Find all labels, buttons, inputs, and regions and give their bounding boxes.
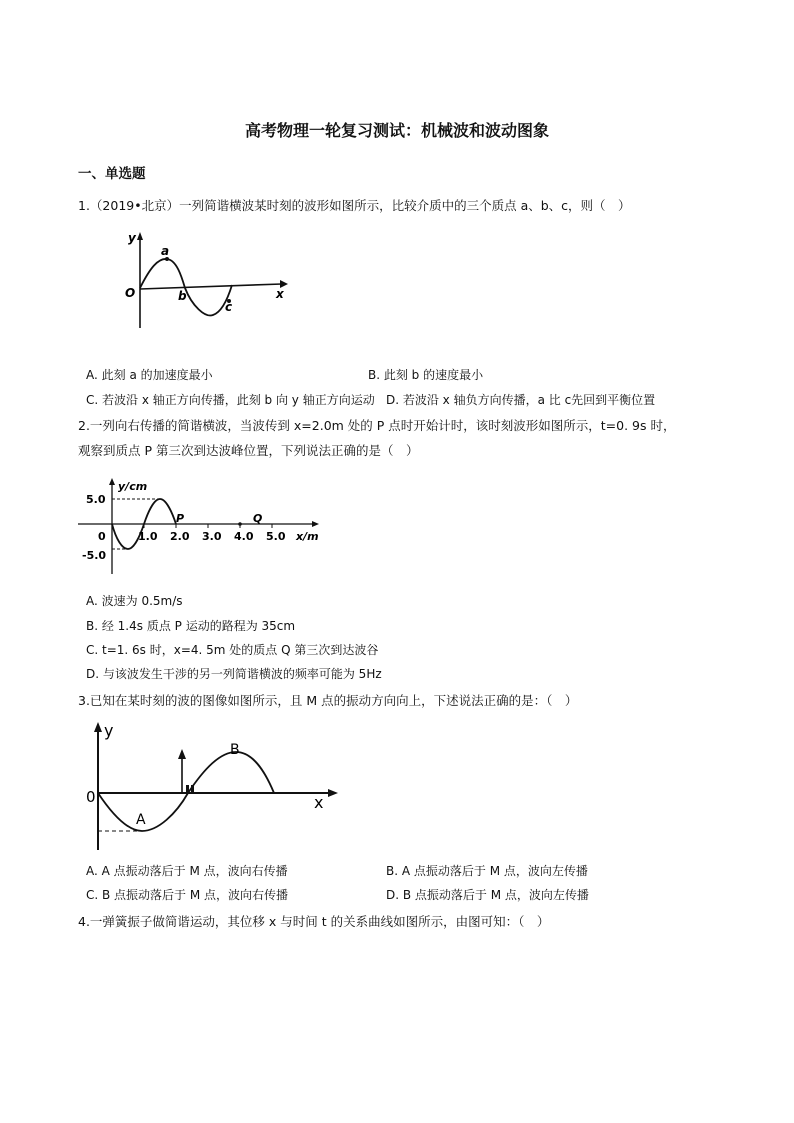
q3-option-c: C. B 点振动落后于 M 点，波向右传播 bbox=[86, 888, 289, 902]
fig3-x-label: x bbox=[314, 793, 324, 812]
q2-option-d: D. 与该波发生干涉的另一列简谐横波的频率可能为 5Hz bbox=[86, 667, 382, 681]
question-2-figure bbox=[78, 476, 328, 576]
question-4-stem: 4.一弹簧振子做简谐运动，其位移 x 与时间 t 的关系曲线如图所示，由图可知：（ ） bbox=[78, 914, 550, 929]
question-1-figure bbox=[110, 228, 300, 338]
section-heading: 一、单选题 bbox=[78, 166, 146, 182]
q1-option-c: C. 若波沿 x 轴正方向传播，此刻 b 向 y 轴正方向运动 bbox=[86, 393, 375, 407]
fig1-point-b: b bbox=[178, 289, 187, 303]
question-1-stem: 1.（2019•北京）一列简谐横波某时刻的波形如图所示，比较介质中的三个质点 a、b、c，则（ ） bbox=[78, 198, 631, 213]
q1-option-b: B. 此刻 b 的速度最小 bbox=[368, 368, 484, 382]
fig3-point-a: A bbox=[136, 812, 146, 828]
fig2-tick-neg5: -5.0 bbox=[82, 549, 107, 562]
fig3-y-label: y bbox=[104, 721, 114, 740]
q3-option-a: A. A 点振动落后于 M 点，波向右传播 bbox=[86, 864, 288, 878]
fig2-tick-4: 4.0 bbox=[234, 530, 254, 543]
fig2-tick-5m: 5.0 bbox=[266, 530, 286, 543]
q1-option-a: A. 此刻 a 的加速度最小 bbox=[86, 368, 213, 382]
q3-option-d: D. B 点振动落后于 M 点，波向左传播 bbox=[386, 888, 589, 902]
question-2-stem-line1: 2.一列向右传播的简谐横波，当波传到 x=2.0m 处的 P 点时开始计时，该时刻波形如图所示，t=0. 9s 时， bbox=[78, 418, 676, 433]
q2-option-a: A. 波速为 0.5m/s bbox=[86, 594, 183, 608]
page-title: 高考物理一轮复习测试：机械波和波动图象 bbox=[244, 121, 549, 140]
q1-option-d: D. 若波沿 x 轴负方向传播，a 比 c先回到平衡位置 bbox=[386, 393, 656, 407]
q2-option-b: B. 经 1.4s 质点 P 运动的路程为 35cm bbox=[86, 619, 296, 633]
fig1-point-c: c bbox=[225, 300, 233, 314]
fig2-tick-5: 5.0 bbox=[86, 493, 106, 506]
fig3-origin-label: 0 bbox=[86, 788, 96, 806]
fig1-y-label: y bbox=[128, 231, 136, 245]
question-3-stem: 3.已知在某时刻的波的图像如图所示，且 M 点的振动方向向上，下述说法正确的是：（ ） bbox=[78, 693, 578, 708]
fig2-x-label: x/m bbox=[296, 530, 319, 543]
fig1-origin-label: O bbox=[125, 286, 136, 300]
question-2-stem-line2: 观察到质点 P 第三次到达波峰位置，下列说法正确的是（ ） bbox=[78, 443, 419, 458]
fig1-x-label: x bbox=[276, 287, 284, 301]
fig2-point-q: Q bbox=[253, 512, 263, 525]
fig2-tick-3: 3.0 bbox=[202, 530, 222, 543]
fig1-point-a: a bbox=[161, 244, 170, 258]
q3-option-b: B. A 点振动落后于 M 点，波向左传播 bbox=[386, 864, 588, 878]
fig2-tick-0: 0 bbox=[98, 530, 106, 543]
question-3-figure bbox=[86, 714, 346, 854]
q2-option-c: C. t=1. 6s 时，x=4. 5m 处的质点 Q 第三次到达波谷 bbox=[86, 643, 379, 657]
fig2-y-label: y/cm bbox=[118, 480, 148, 493]
fig3-point-b: B bbox=[230, 742, 240, 758]
fig2-tick-2: 2.0 bbox=[170, 530, 190, 543]
fig2-tick-1: 1.0 bbox=[138, 530, 158, 543]
fig2-point-p: P bbox=[176, 512, 185, 525]
